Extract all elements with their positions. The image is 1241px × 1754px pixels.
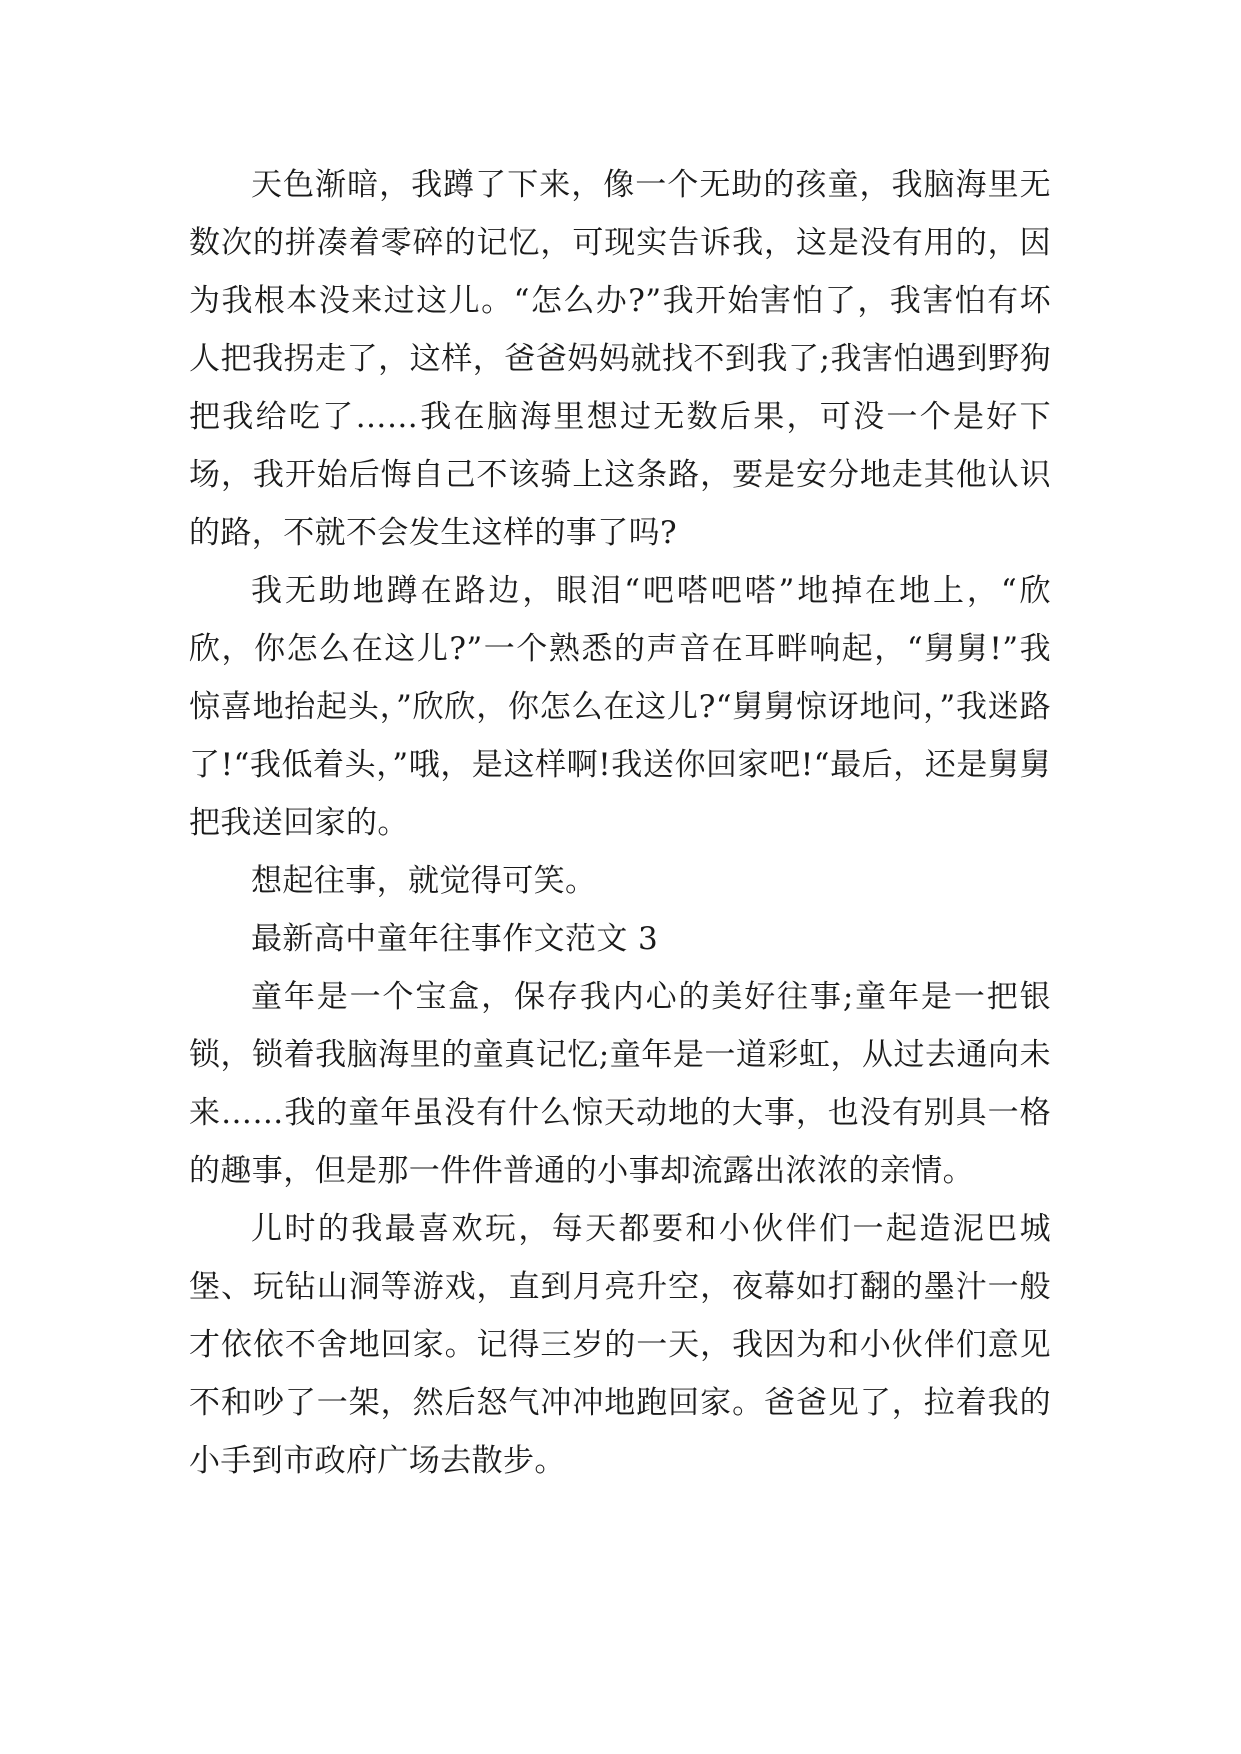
- document-page: [189, 156, 1051, 1490]
- paragraph-lost-alone: 天色渐暗，我蹲了下来，像一个无助的孩童，我脑海里无数次的拼凑着零碎的记忆，可现实告诉我，这是没有用的，因为我根本没来过这儿。“怎么办?”我开始害怕了，我害怕有坏人把我拐走了，这样，爸爸妈妈就找不到我了;我害怕遇到野狗把我给吃了……我在脑海里想过无数后果，可没一个是好下场，我开始后悔自己不该骑上这条路，要是安分地走其他认识的路，不就不会发生这样的事了吗?: [189, 167, 1051, 551]
- paragraph-childhood-box: 童年是一个宝盒，保存我内心的美好往事;童年是一把银锁，锁着我脑海里的童真记忆;童年是一道彩虹，从过去通向未来……我的童年虽没有什么惊天动地的大事，也没有别具一格的趣事，但是那一件件普通的小事却流露出浓浓的亲情。: [189, 979, 1051, 1189]
- paragraph-playing: 儿时的我最喜欢玩，每天都要和小伙伴们一起造泥巴城堡、玩钻山洞等游戏，直到月亮升空，夜幕如打翻的墨汁一般才依依不舍地回家。记得三岁的一天，我因为和小伙伴们意见不和吵了一架，然后怒气冲冲地跑回家。爸爸见了，拉着我的小手到市政府广场去散步。: [189, 1211, 1051, 1479]
- section-heading: 最新高中童年往事作文范文 3: [251, 921, 659, 957]
- paragraph-reflection: 想起往事，就觉得可笑。: [251, 863, 597, 899]
- paragraph-uncle-found: 我无助地蹲在路边，眼泪“吧嗒吧嗒”地掉在地上，“欣欣，你怎么在这儿?”一个熟悉的声音在耳畔响起，“舅舅!”我惊喜地抬起头，”欣欣，你怎么在这儿?“舅舅惊讶地问，”我迷路了!“我低着头，”哦，是这样啊!我送你回家吧!“最后，还是舅舅把我送回家的。: [189, 573, 1051, 841]
